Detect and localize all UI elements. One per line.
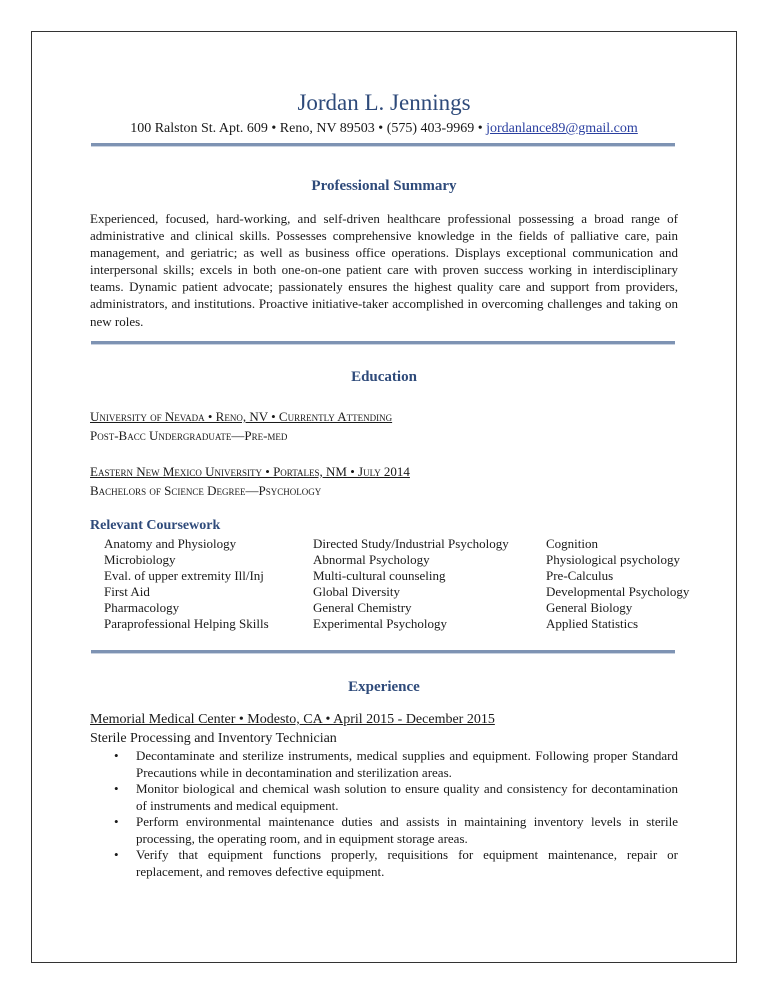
coursework-title: Relevant Coursework [90, 518, 221, 533]
candidate-name: Jordan L. Jennings [297, 90, 471, 115]
coursework-column-1 [104, 536, 269, 632]
summary-text: Experienced, focused, hard-working, and self-driven healthcare professional possessing a broad range of administrative and clinical skills. Possesses comprehensive knowledge in the fields of palliative care, pain management, and geriatric; as well as business office operations. Displays exceptional communication and interpersonal skills; excels in both one-on-one patient care with proven success working in interdisciplinary teams. Dynamic patient advocate; passionately ensures the highest quality care and support from providers, administrators, and institutions. Proactive initiative-taker accomplished in overcoming challenges and taking on new roles. [90, 211, 678, 329]
divider-summary [91, 341, 675, 345]
course-item: Multi-cultural counseling [313, 568, 446, 583]
course-item: Anatomy and Physiology [104, 536, 237, 551]
course-item: Developmental Psychology [546, 584, 690, 599]
course-item: Global Diversity [313, 584, 401, 599]
bullet-text: Verify that equipment functions properly, requisitions for equipment maintenance, repair or replacement, and removes defective equipment. [136, 847, 678, 879]
school-2-line: Eastern New Mexico University • Portales, NM • July 2014 [90, 464, 410, 479]
bullet-text: Perform environmental maintenance duties and assists in maintaining inventory levels in sterile processing, the operating room, and in equipment storage areas. [136, 814, 678, 846]
course-item: Physiological psychology [546, 552, 680, 567]
school-1-degree: Post-Bacc Undergraduate—Pre-med [90, 428, 288, 443]
course-item: General Biology [546, 600, 633, 615]
bullet-text: Monitor biological and chemical wash solution to ensure quality and consistency for decontamination of instruments and medical equipment. [136, 781, 678, 813]
coursework-column-3 [546, 536, 689, 632]
list-item [110, 847, 678, 880]
course-item: Microbiology [104, 552, 176, 567]
course-item: Pharmacology [104, 600, 180, 615]
bullet-icon: • [114, 847, 119, 862]
coursework-column-2 [313, 536, 509, 632]
course-item: Applied Statistics [546, 616, 639, 631]
course-item: Abnormal Psychology [313, 552, 430, 567]
summary-text-block [90, 210, 678, 330]
school-1-line: University of Nevada • Reno, NV • Currently Attending [90, 409, 393, 424]
list-item [110, 781, 678, 814]
school-2-degree: Bachelors of Science Degree—Psychology [90, 483, 322, 498]
course-item: Directed Study/Industrial Psychology [313, 536, 509, 551]
list-item [110, 814, 678, 847]
course-item: Cognition [546, 536, 599, 551]
course-item: Experimental Psychology [313, 616, 447, 631]
divider-education [91, 650, 675, 654]
experience-bullets [110, 748, 678, 880]
contact-line [0, 121, 768, 137]
course-item: Eval. of upper extremity Ill/Inj [104, 568, 264, 583]
contact-details: 100 Ralston St. Apt. 609 • Reno, NV 89503 • (575) 403-9969 • [130, 121, 483, 136]
bullet-icon: • [114, 748, 119, 763]
course-item: First Aid [104, 584, 150, 599]
employer-line: Memorial Medical Center • Modesto, CA • April 2015 - December 2015 [90, 712, 495, 727]
bullet-text: Decontaminate and sterilize instruments, medical supplies and equipment. Following proper Standard Precautions while in decontamination and sterilization areas. [136, 748, 678, 780]
list-item [110, 748, 678, 781]
bullet-icon: • [114, 781, 119, 796]
job-title: Sterile Processing and Inventory Technician [90, 731, 337, 746]
summary-heading: Professional Summary [311, 178, 457, 194]
divider-header [91, 143, 675, 147]
course-item: Paraprofessional Helping Skills [104, 616, 269, 631]
experience-heading: Experience [348, 679, 420, 695]
course-item: General Chemistry [313, 600, 412, 615]
bullet-icon: • [114, 814, 119, 829]
email-link[interactable]: jordanlance89@gmail.com [486, 121, 638, 136]
course-item: Pre-Calculus [546, 568, 614, 583]
education-heading: Education [351, 369, 417, 385]
